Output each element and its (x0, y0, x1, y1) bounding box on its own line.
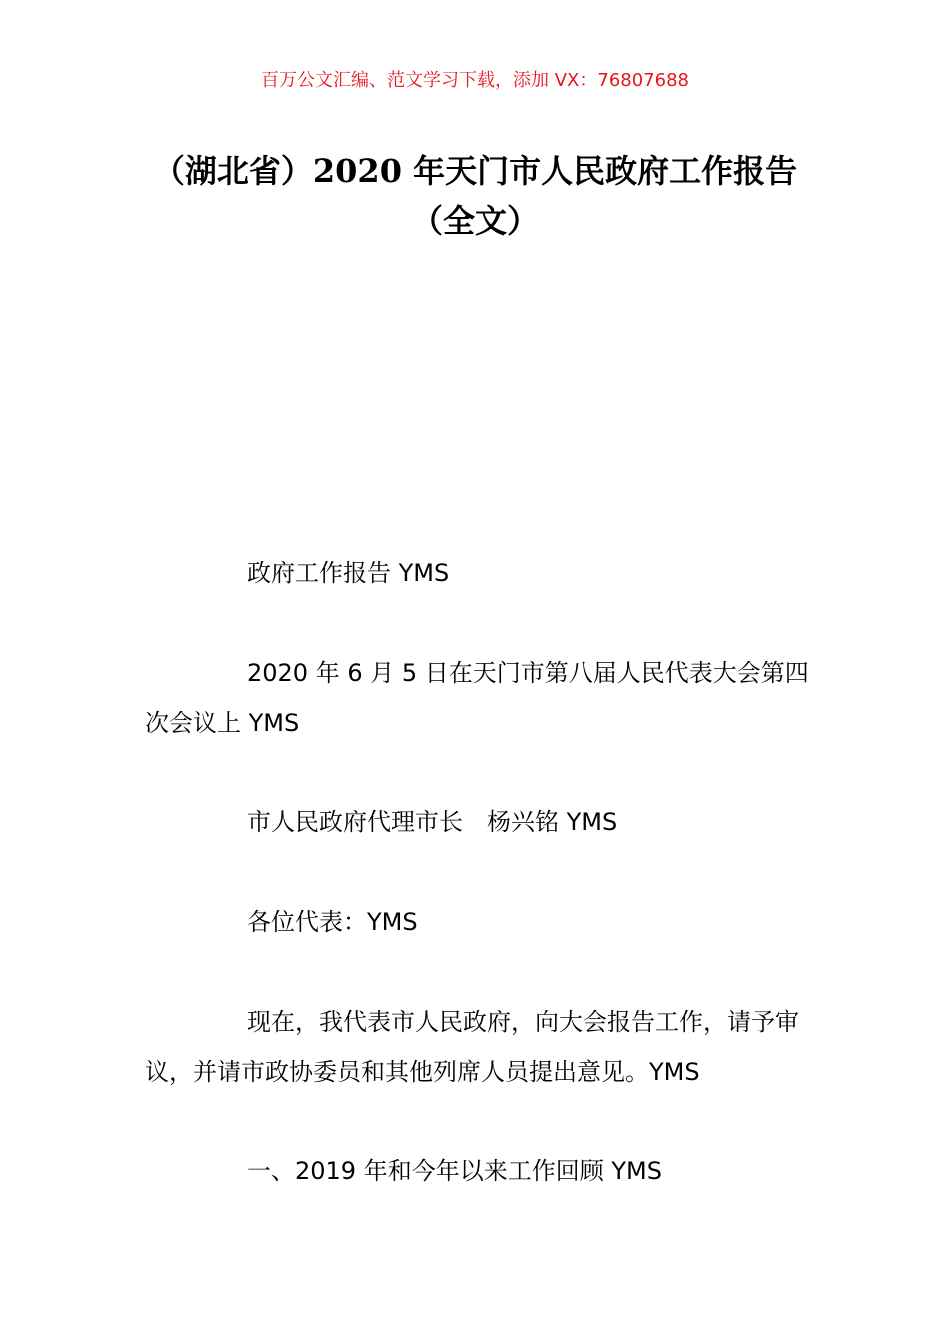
header-note: 百万公文汇编、范文学习下载，添加 VX：76807688 (261, 70, 689, 91)
paragraph-meeting-date: 2020 年 6 月 5 日在天门市第八届人民代表大会第四次会议上 YMS (145, 659, 809, 737)
paragraph-report-label: 政府工作报告 YMS (247, 559, 450, 587)
document-title: （湖北省）2020 年天门市人民政府工作报告（全文） (152, 152, 798, 240)
paragraph-salutation: 各位代表：YMS (247, 908, 418, 936)
paragraph-opening: 现在，我代表市人民政府，向大会报告工作，请予审议，并请市政协委员和其他列席人员提出意见。YMS (145, 1008, 799, 1086)
section-heading-review: 一、2019 年和今年以来工作回顾 YMS (247, 1157, 662, 1185)
paragraph-speaker: 市人民政府代理市长 杨兴铭 YMS (247, 808, 618, 836)
